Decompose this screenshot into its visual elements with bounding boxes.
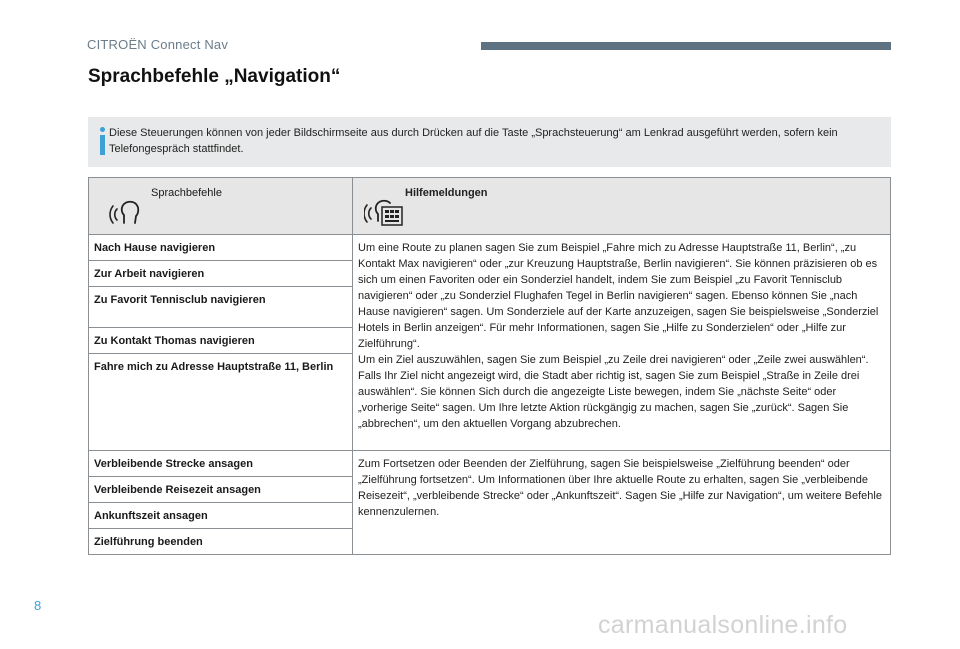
table-header-row	[89, 178, 891, 235]
command-cell: Ankunftszeit ansagen	[89, 503, 353, 529]
command-cell: Verbleibende Reisezeit ansagen	[89, 477, 353, 503]
info-icon	[96, 127, 110, 155]
help-cell-navigation: Um eine Route zu planen sagen Sie zum Beispiel „Fahre mich zu Adresse Hauptstraße 11, Berlin“, „zu Kontakt Max navigieren“ oder „zur Kreuzung Hauptstraße, Berlin navigieren“. Sie können präzisieren ob es sich um einen Favoriten oder ein Sonderziel handelt, indem Sie zum Beispiel „zu Favorit Tennisclub navigieren“ oder „zu Sonderziel Flughafen Tegel in Berlin navigieren“ sagen. Ebenso können Sie „nach Hause navigieren“ sagen. Um Sonderziele auf der Karte anzuzeigen, sagen Sie beispielsweise „Sonderziel Hotels in Berlin anzeigen“. Für mehr Informationen, sagen Sie „Hilfe zu Sonderzielen“ oder „Hilfe zur Zielführung“. Um ein Ziel auszuwählen, sagen Sie zum Beispiel „zu Zeile drei navigieren“ oder „Zeile zwei auswählen“. Falls Ihr Ziel nicht angezeigt wird, die Stadt aber richtig ist, sagen Sie zum Beispiel „Straße in Zeile drei auswählen“. Sie können Sich durch die angezeigte Liste bewegen, indem Sie „nächste Seite“ oder „vorherige Seite“ sagen. Um Ihre letzte Aktion rückgängig zu machen, sagen Sie „zurück“. Sagen Sie „abbrechen“, um den aktuellen Vorgang abzubrechen.	[353, 235, 891, 451]
table-row	[89, 235, 891, 261]
page-number: 8	[34, 598, 42, 613]
command-cell: Nach Hause navigieren	[89, 235, 353, 261]
header-commands-label: Sprachbefehle	[151, 187, 222, 199]
table-row	[89, 451, 891, 477]
header-bar	[481, 42, 891, 50]
voice-help-screen-icon	[364, 193, 404, 231]
watermark: carmanualsonline.info	[598, 611, 848, 639]
info-text: Diese Steuerungen können von jeder Bildschirmseite aus durch Drücken auf die Taste „Sprachsteuerung“ am Lenkrad ausgeführt werden, sofern kein Telefongespräch stattfindet.	[109, 127, 838, 155]
voice-command-icon	[108, 193, 148, 231]
help-cell-route-info: Zum Fortsetzen oder Beenden der Zielführung, sagen Sie beispielsweise „Zielführung beenden“ oder „Zielführung fortsetzen“. Um Informationen über Ihre aktuelle Route zu erhalten, sagen Sie „verbleibende Reisezeit“, „verbleibende Strecke“ oder „Ankunftszeit“. Sagen Sie „Hilfe zur Navigation“, um weitere Befehle kennenzulernen.	[353, 451, 891, 555]
command-cell: Zu Kontakt Thomas navigieren	[89, 328, 353, 354]
page-title: Sprachbefehle „Navigation“	[88, 66, 341, 87]
voice-commands-table	[88, 177, 891, 555]
header-commands-cell	[89, 178, 353, 235]
header-help-label: Hilfemeldungen	[405, 187, 488, 199]
command-cell: Zur Arbeit navigieren	[89, 261, 353, 287]
command-cell: Zielführung beenden	[89, 529, 353, 555]
command-cell: Verbleibende Strecke ansagen	[89, 451, 353, 477]
command-cell: Fahre mich zu Adresse Hauptstraße 11, Berlin	[89, 354, 353, 451]
command-cell: Zu Favorit Tennisclub navigieren	[89, 287, 353, 328]
info-box	[88, 117, 891, 167]
header-help-cell	[353, 178, 891, 235]
manual-header-title: CITROËN Connect Nav	[87, 37, 229, 52]
